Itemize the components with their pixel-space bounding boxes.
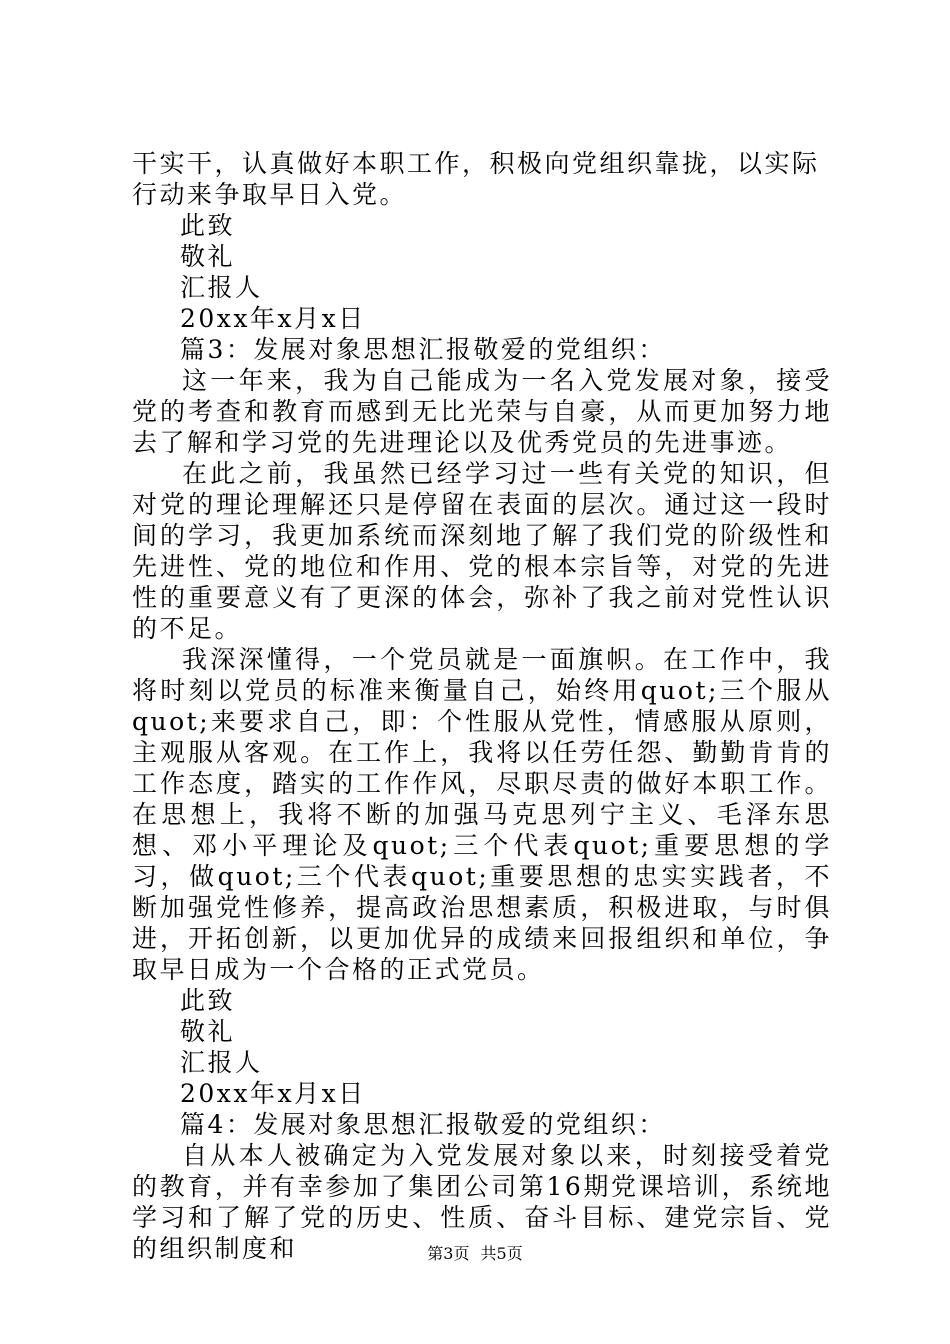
page-footer: 第3页 共5页 <box>427 1244 523 1263</box>
closing-signer: 汇报人 <box>180 1048 263 1077</box>
section-3-paragraph: 我深深懂得，一个党员就是一面旗帜。在工作中，我将时刻以党员的标准来衡量自己，始终用quot;三个服从quot;来要求自己，即：个性服从党性，情感服从原则，主观服从客观。在工作上，我将以任劳任怨、勤勤肯肯的工作态度，踏实的工作作风，尽职尽责的做好本职工作。在思想上，我将不断的加强马克思列宁主义、毛泽东思想、邓小平理论及quot;三个代表quot;重要思想的学习，做quot;三个代表quot;重要思想的忠实实践者，不断加强党性修养，提高政治思想素质，积极进取，与时俱进，开拓创新，以更加优异的成绩来回报组织和单位，争取早日成为一个合格的正式党员。 <box>132 645 832 984</box>
continuation-paragraph: 干实干，认真做好本职工作，积极向党组织靠拢，以实际行动来争取早日入党。 <box>132 149 820 209</box>
section-3-heading: 篇3：发展对象思想汇报敬爱的党组织： <box>180 335 666 364</box>
section-4-heading: 篇4：发展对象思想汇报敬爱的党组织： <box>180 1110 666 1139</box>
document-body <box>132 148 832 1264</box>
section-3-paragraph: 这一年来，我为自己能成为一名入党发展对象，接受党的考查和教育而感到无比光荣与自豪，从而更加努力地去了解和学习党的先进理论以及优秀党员的先进事迹。 <box>132 366 832 457</box>
closing-salute-b: 敬礼 <box>180 242 236 271</box>
section-4-paragraph: 自从本人被确定为入党发展对象以来，时刻接受着党的教育，并有幸参加了集团公司第16期党课培训，系统地学习和了解了党的历史、性质、奋斗目标、建党宗旨、党的组织制度和 <box>132 1141 832 1263</box>
closing-date: 20xx年x月x日 <box>180 304 366 333</box>
closing-salute-a: 此致 <box>180 986 236 1015</box>
closing-signer: 汇报人 <box>180 273 263 302</box>
closing-salute-b: 敬礼 <box>180 1017 236 1046</box>
section-3-paragraph: 在此之前，我虽然已经学习过一些有关党的知识，但对党的理论理解还只是停留在表面的层次。通过这一段时间的学习，我更加系统而深刻地了解了我们党的阶级性和先进性、党的地位和作用、党的根本宗旨等，对党的先进性的重要意义有了更深的体会，弥补了我之前对党性认识的不足。 <box>132 459 832 643</box>
closing-date: 20xx年x月x日 <box>180 1079 366 1108</box>
closing-salute-a: 此致 <box>180 211 236 240</box>
